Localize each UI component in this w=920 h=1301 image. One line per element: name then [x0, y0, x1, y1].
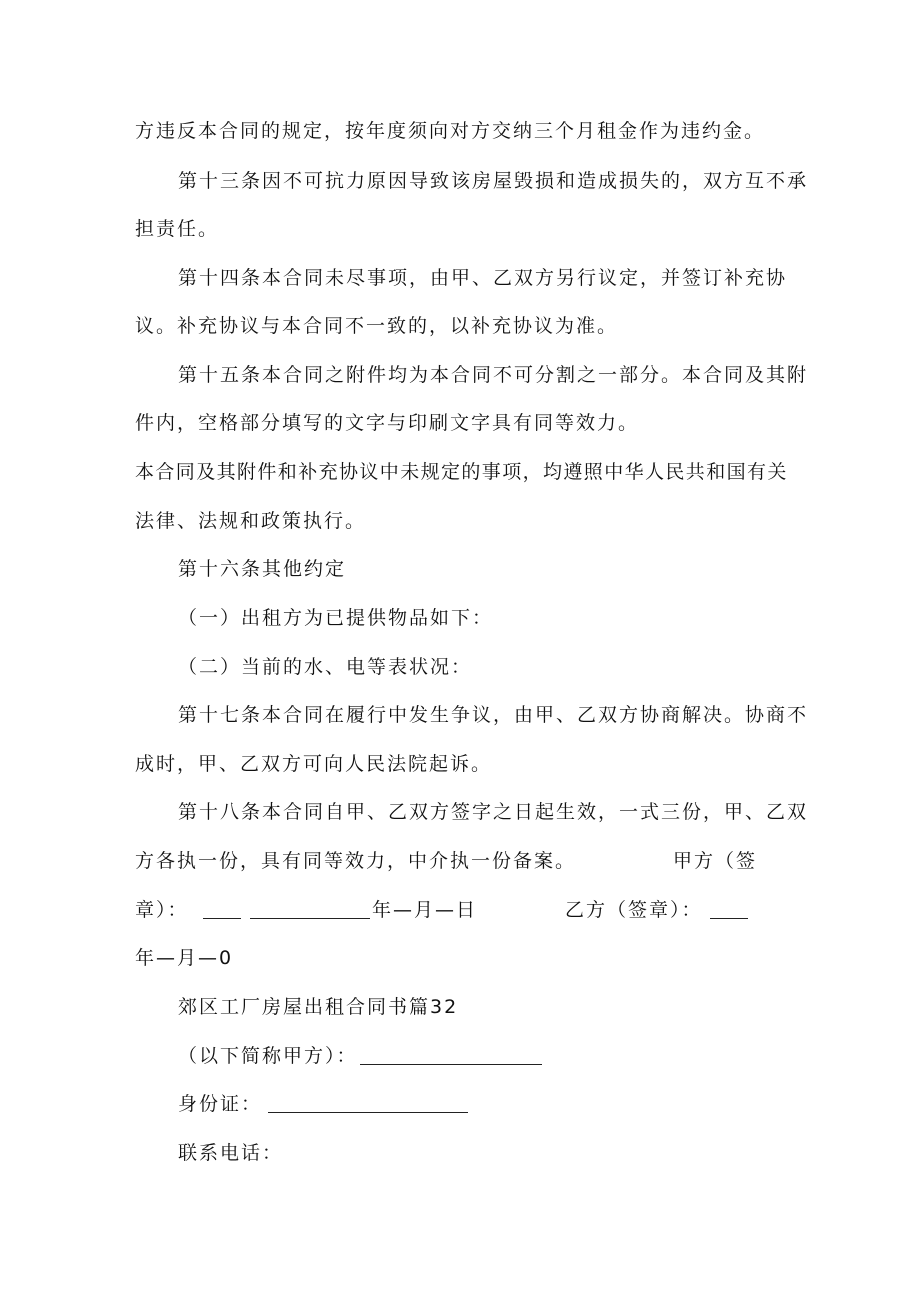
- party-b-sign-label: 乙方（签章）：: [565, 899, 703, 921]
- blank-underline: [710, 900, 748, 919]
- article-14-line2: 议。补充协议与本合同不一致的，以补充协议为准。: [135, 315, 619, 337]
- phone-label: 联系电话：: [178, 1142, 284, 1164]
- article-17-line2: 成时，甲、乙双方可向人民法院起诉。: [135, 753, 493, 775]
- signature-line-a: 章）：: [135, 899, 189, 921]
- signature-date-b: 年—月—0: [135, 947, 234, 969]
- blank-underline: [250, 900, 370, 919]
- article-15-line2: 件内，空格部分填写的文字与印刷文字具有同等效力。: [135, 412, 640, 434]
- signature-date: 年—月—日: [372, 899, 478, 921]
- article-18-line2: 方各执一份，具有同等效力，中介执一份备案。: [135, 850, 577, 872]
- article-13-line2: 担责任。: [135, 218, 220, 240]
- supplement-line1: 本合同及其附件和补充协议中未规定的事项，均遵照中华人民共和国有关: [135, 461, 788, 483]
- party-a-sign-label: 甲方（签: [673, 850, 758, 872]
- article-16-item-2: （二）当前的水、电等表状况：: [178, 656, 473, 678]
- article-17-line1: 第十七条本合同在履行中发生争议，由甲、乙双方协商解决。协商不: [178, 704, 809, 726]
- party-a-label: （以下简称甲方）：: [178, 1045, 358, 1067]
- article-14-line1: 第十四条本合同未尽事项，由甲、乙双方另行议定，并签订补充协: [178, 267, 788, 289]
- section-title: 郊区工厂房屋出租合同书篇32: [178, 996, 459, 1018]
- article-13-line1: 第十三条因不可抗力原因导致该房屋毁损和造成损失的，双方互不承: [178, 170, 809, 192]
- article-16-heading: 第十六条其他约定: [178, 558, 347, 580]
- blank-underline: [203, 900, 241, 919]
- id-card-label: 身份证：: [178, 1093, 263, 1115]
- article-18-line1: 第十八条本合同自甲、乙双方签字之日起生效，一式三份，甲、乙双: [178, 801, 809, 823]
- id-card-blank: [268, 1094, 468, 1113]
- supplement-line2: 法律、法规和政策执行。: [135, 510, 367, 532]
- party-a-blank: [360, 1046, 542, 1065]
- paragraph-line: 方违反本合同的规定，按年度须向对方交纳三个月租金作为违约金。: [135, 120, 766, 142]
- article-15-line1: 第十五条本合同之附件均为本合同不可分割之一部分。本合同及其附: [178, 364, 809, 386]
- article-16-item-1: （一）出租方为已提供物品如下：: [178, 607, 494, 629]
